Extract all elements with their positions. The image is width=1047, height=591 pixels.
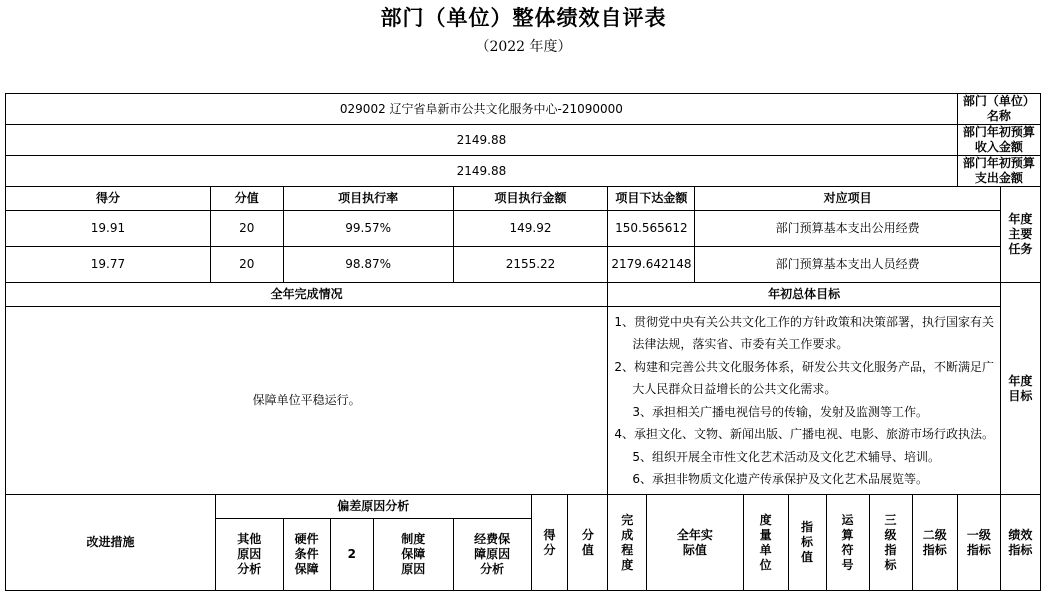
tasks-header-weight: 分值 [210, 187, 283, 211]
page-subtitle: （2022 年度） [475, 39, 572, 55]
col-actual-header: 全年实 际值 [647, 495, 743, 591]
completion-header: 全年完成情况 [6, 283, 608, 307]
goal-line: 1、贯彻党中央有关公共文化工作的方针政策和决策部署，执行国家有关 [614, 314, 994, 329]
budget-income-value: 2149.88 [6, 125, 958, 156]
tasks-header-score: 得分 [6, 187, 211, 211]
task-row-2-project: 部门预算基本支出人员经费 [695, 247, 1000, 283]
task-row-2-executed: 2155.22 [453, 247, 608, 283]
improvement-header: 改进措施 [6, 495, 216, 591]
page-title: 部门（单位）整体绩效自评表 [380, 5, 667, 30]
col-operator-header: 运 算 符 号 [826, 495, 869, 591]
dev-personnel-header: 2 [330, 519, 373, 591]
col-completion-header: 完 成 程 度 [608, 495, 647, 591]
unit-name-label: 部门（单位）名称 [957, 94, 1040, 125]
goal-line: 大人民群众日益增长的公共文化需求。 [632, 382, 837, 396]
task-row-2-rate: 98.87% [283, 247, 453, 283]
col-level2-header: 二级 指标 [912, 495, 957, 591]
dev-hardware-header: 硬件 条件 保障 [283, 519, 330, 591]
tasks-side-label: 年度 主要 任务 [1000, 187, 1040, 283]
task-row-1-issued: 150.565612 [608, 211, 695, 247]
task-row-1-project: 部门预算基本支出公用经费 [695, 211, 1000, 247]
budget-income-label: 部门年初预算收入金额 [957, 125, 1040, 156]
col-level1-header: 一级 指标 [957, 495, 1000, 591]
deviation-header: 偏差原因分析 [216, 495, 532, 519]
task-row-2-score: 19.77 [6, 247, 211, 283]
initial-goals-list [608, 307, 1001, 495]
task-row-1-score: 19.91 [6, 211, 211, 247]
task-row-1-rate: 99.57% [283, 211, 453, 247]
task-row-2-weight: 20 [210, 247, 283, 283]
task-row-2-issued: 2179.642148 [608, 247, 695, 283]
completion-text: 保障单位平稳运行。 [6, 307, 608, 495]
budget-expense-value: 2149.88 [6, 156, 958, 187]
indicators-side-label: 绩效 指标 [1000, 495, 1040, 591]
goal-line: 3、承担相关广播电视信号的传输，发射及监测等工作。 [632, 404, 928, 419]
col-target-header: 指 标 值 [788, 495, 826, 591]
tasks-header-project: 对应项目 [695, 187, 1000, 211]
col-unit-header: 度 量 单 位 [743, 495, 788, 591]
dev-other-header: 其他 原因 分析 [216, 519, 284, 591]
goal-line: 5、组织开展全市性文化艺术活动及文化艺术辅导、培训。 [632, 449, 940, 464]
col-level3-header: 三 级 指 标 [869, 495, 912, 591]
initial-goals-header: 年初总体目标 [608, 283, 1001, 307]
goals-side-label: 年度 目标 [1000, 283, 1040, 495]
goal-line: 6、承担非物质文化遗产传承保护及文化艺术品展览等。 [632, 472, 928, 486]
tasks-header-rate: 项目执行率 [283, 187, 453, 211]
task-row-1-weight: 20 [210, 211, 283, 247]
goal-line: 法律法规，落实省、市委有关工作要求。 [632, 337, 849, 351]
tasks-header-executed: 项目执行金额 [453, 187, 608, 211]
goal-line: 2、构建和完善公共文化服务体系，研发公共文化服务产品，不断满足广 [614, 359, 994, 374]
self-evaluation-table [5, 93, 1041, 591]
tasks-header-issued: 项目下达金额 [608, 187, 695, 211]
task-row-1-executed: 149.92 [453, 211, 608, 247]
dev-funding-header: 经费保 障原因 分析 [453, 519, 531, 591]
dev-system-header: 制度 保障 原因 [373, 519, 453, 591]
col-score-header: 得 分 [531, 495, 568, 591]
col-weight-header: 分 值 [568, 495, 608, 591]
budget-expense-label: 部门年初预算支出金额 [957, 156, 1040, 187]
goal-line: 4、承担文化、文物、新闻出版、广播电视、电影、旅游市场行政执法。 [614, 427, 994, 441]
unit-name-value: 029002 辽宁省阜新市公共文化服务中心-21090000 [6, 94, 958, 125]
